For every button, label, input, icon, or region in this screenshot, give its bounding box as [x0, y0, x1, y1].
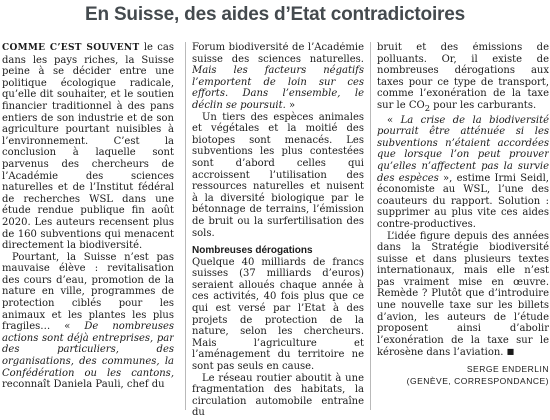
end-mark: ■ [506, 347, 515, 357]
paragraph-text: Forum biodiversité de l’Académie suisse des sciences naturelles. [192, 42, 364, 65]
paragraph [2, 42, 174, 252]
paragraph: Le réseau routier aboutit à une fragmentation des habitats, la circulation automobile entraîne du [192, 372, 364, 418]
paragraph-text: reconnaît Daniela Pauli, chef du [2, 379, 165, 391]
quote-mark: « [387, 114, 401, 126]
article-column-1 [2, 42, 174, 418]
paragraph-text: L’idée figure depuis des années dans la Stratégie biodiversité suisse et dans plusieurs textes internationaux, mais elle n’est pas vraiment mise en œuvre. Remède ? Plutôt que d’introduire une nouvelle taxe sur les billets d’avion, les auteurs de l’étude proposent ainsi d’abolir l’exonération de la taxe sur le kérosène dans l’aviation. [377, 230, 549, 359]
article-column-3 [377, 42, 549, 418]
paragraph [377, 42, 549, 115]
paragraph-text: bruit et des émissions de polluants. Or, il existe de nombreuses dérogations aux taxes pour ce type de transport, comme l’exonération de la taxe sur le CO [377, 42, 549, 111]
quote-text: Mais les facteurs négatifs l’emportent de loin sur ces efforts. Dans l’ensemble, le déclin se poursuit. [192, 65, 364, 111]
author-name: SERGE ENDERLIN [466, 364, 549, 375]
paragraph [377, 115, 549, 231]
paragraph [2, 252, 174, 391]
section-subhead: Nombreuses dérogations [192, 245, 313, 257]
paragraph: Quelque 40 milliards de francs suisses (37 milliards d’euros) seraient alloués chaque année à ces activités, 40 fois plus que ce qui est versé par l’Etat à des projets de protection de la nature, selon les chercheurs. Mais l’agriculture et l’aménagement du territoire ne sont pas seuls en cause. [192, 256, 364, 373]
article-column-2 [192, 42, 364, 418]
lead-in: COMME C’EST SOUVENT [2, 43, 140, 53]
column-divider [370, 42, 371, 410]
paragraph-text: le cas dans les pays riches, la Suisse peine à se décider entre une politique écologique radicale, qu’elle dit souhaiter, et le soutien financier traditionnel à des pans entiers de son industrie et de son agriculture pourtant nuisibles à l’environnement. C’est la conclusion à laquelle sont parvenus des chercheurs de l’Académie des sciences naturelles et de l’Institut fédéral de recherches WSL dans une étude rendue publique fin août 2020. Les auteurs recensent plus de 160 subventions qui menacent directement la biodiversité. [2, 42, 174, 252]
byline [377, 363, 549, 387]
quote-text: La crise de la biodiversité pourrait être atténuée si les subventions n’étaient accordées que lorsque l’on peut prouver qu’elles n’affectent pas la survie des espèces [377, 114, 549, 184]
column-divider [185, 42, 186, 410]
article-headline: En Suisse, des aides d’Etat contradictoires [85, 4, 465, 25]
paragraph-text: pour les carburants. [430, 99, 537, 111]
paragraph: Un tiers des espèces animales et végétales et la moitié des biotopes sont menacés. Les subventions les plus contestées sont d’abord celles qui accroissent l’utilisation des ressources naturelles et nuisent à la diversité biologique par le bétonnage de terrains, l’émission de bruit ou la surfertilisation des sols. [192, 111, 364, 239]
author-location: (GENÈVE, CORRESPONDANCE) [406, 376, 549, 387]
paragraph [192, 42, 364, 112]
paragraph [377, 231, 549, 360]
paragraph-text: Pourtant, la Suisse n’est pas mauvaise élève : revitalisation des cours d’eau, promotion de la nature en ville, programmes de protection ciblés pour les animaux et les plantes les plus fragiles… « [2, 251, 174, 333]
paragraph-text: » [285, 99, 296, 111]
subscript: 2 [424, 102, 430, 113]
quote-text: De nombreuses actions sont déjà entreprises, par des particuliers, des organisations, des communes, la Confédération ou les cantons, [2, 321, 174, 379]
paragraph-text: », estime Irmi Seidl, économiste au WSL, l’une des coauteurs du rapport. Solution : supprimer au plus vite ces aides contre-productives. [377, 172, 549, 230]
